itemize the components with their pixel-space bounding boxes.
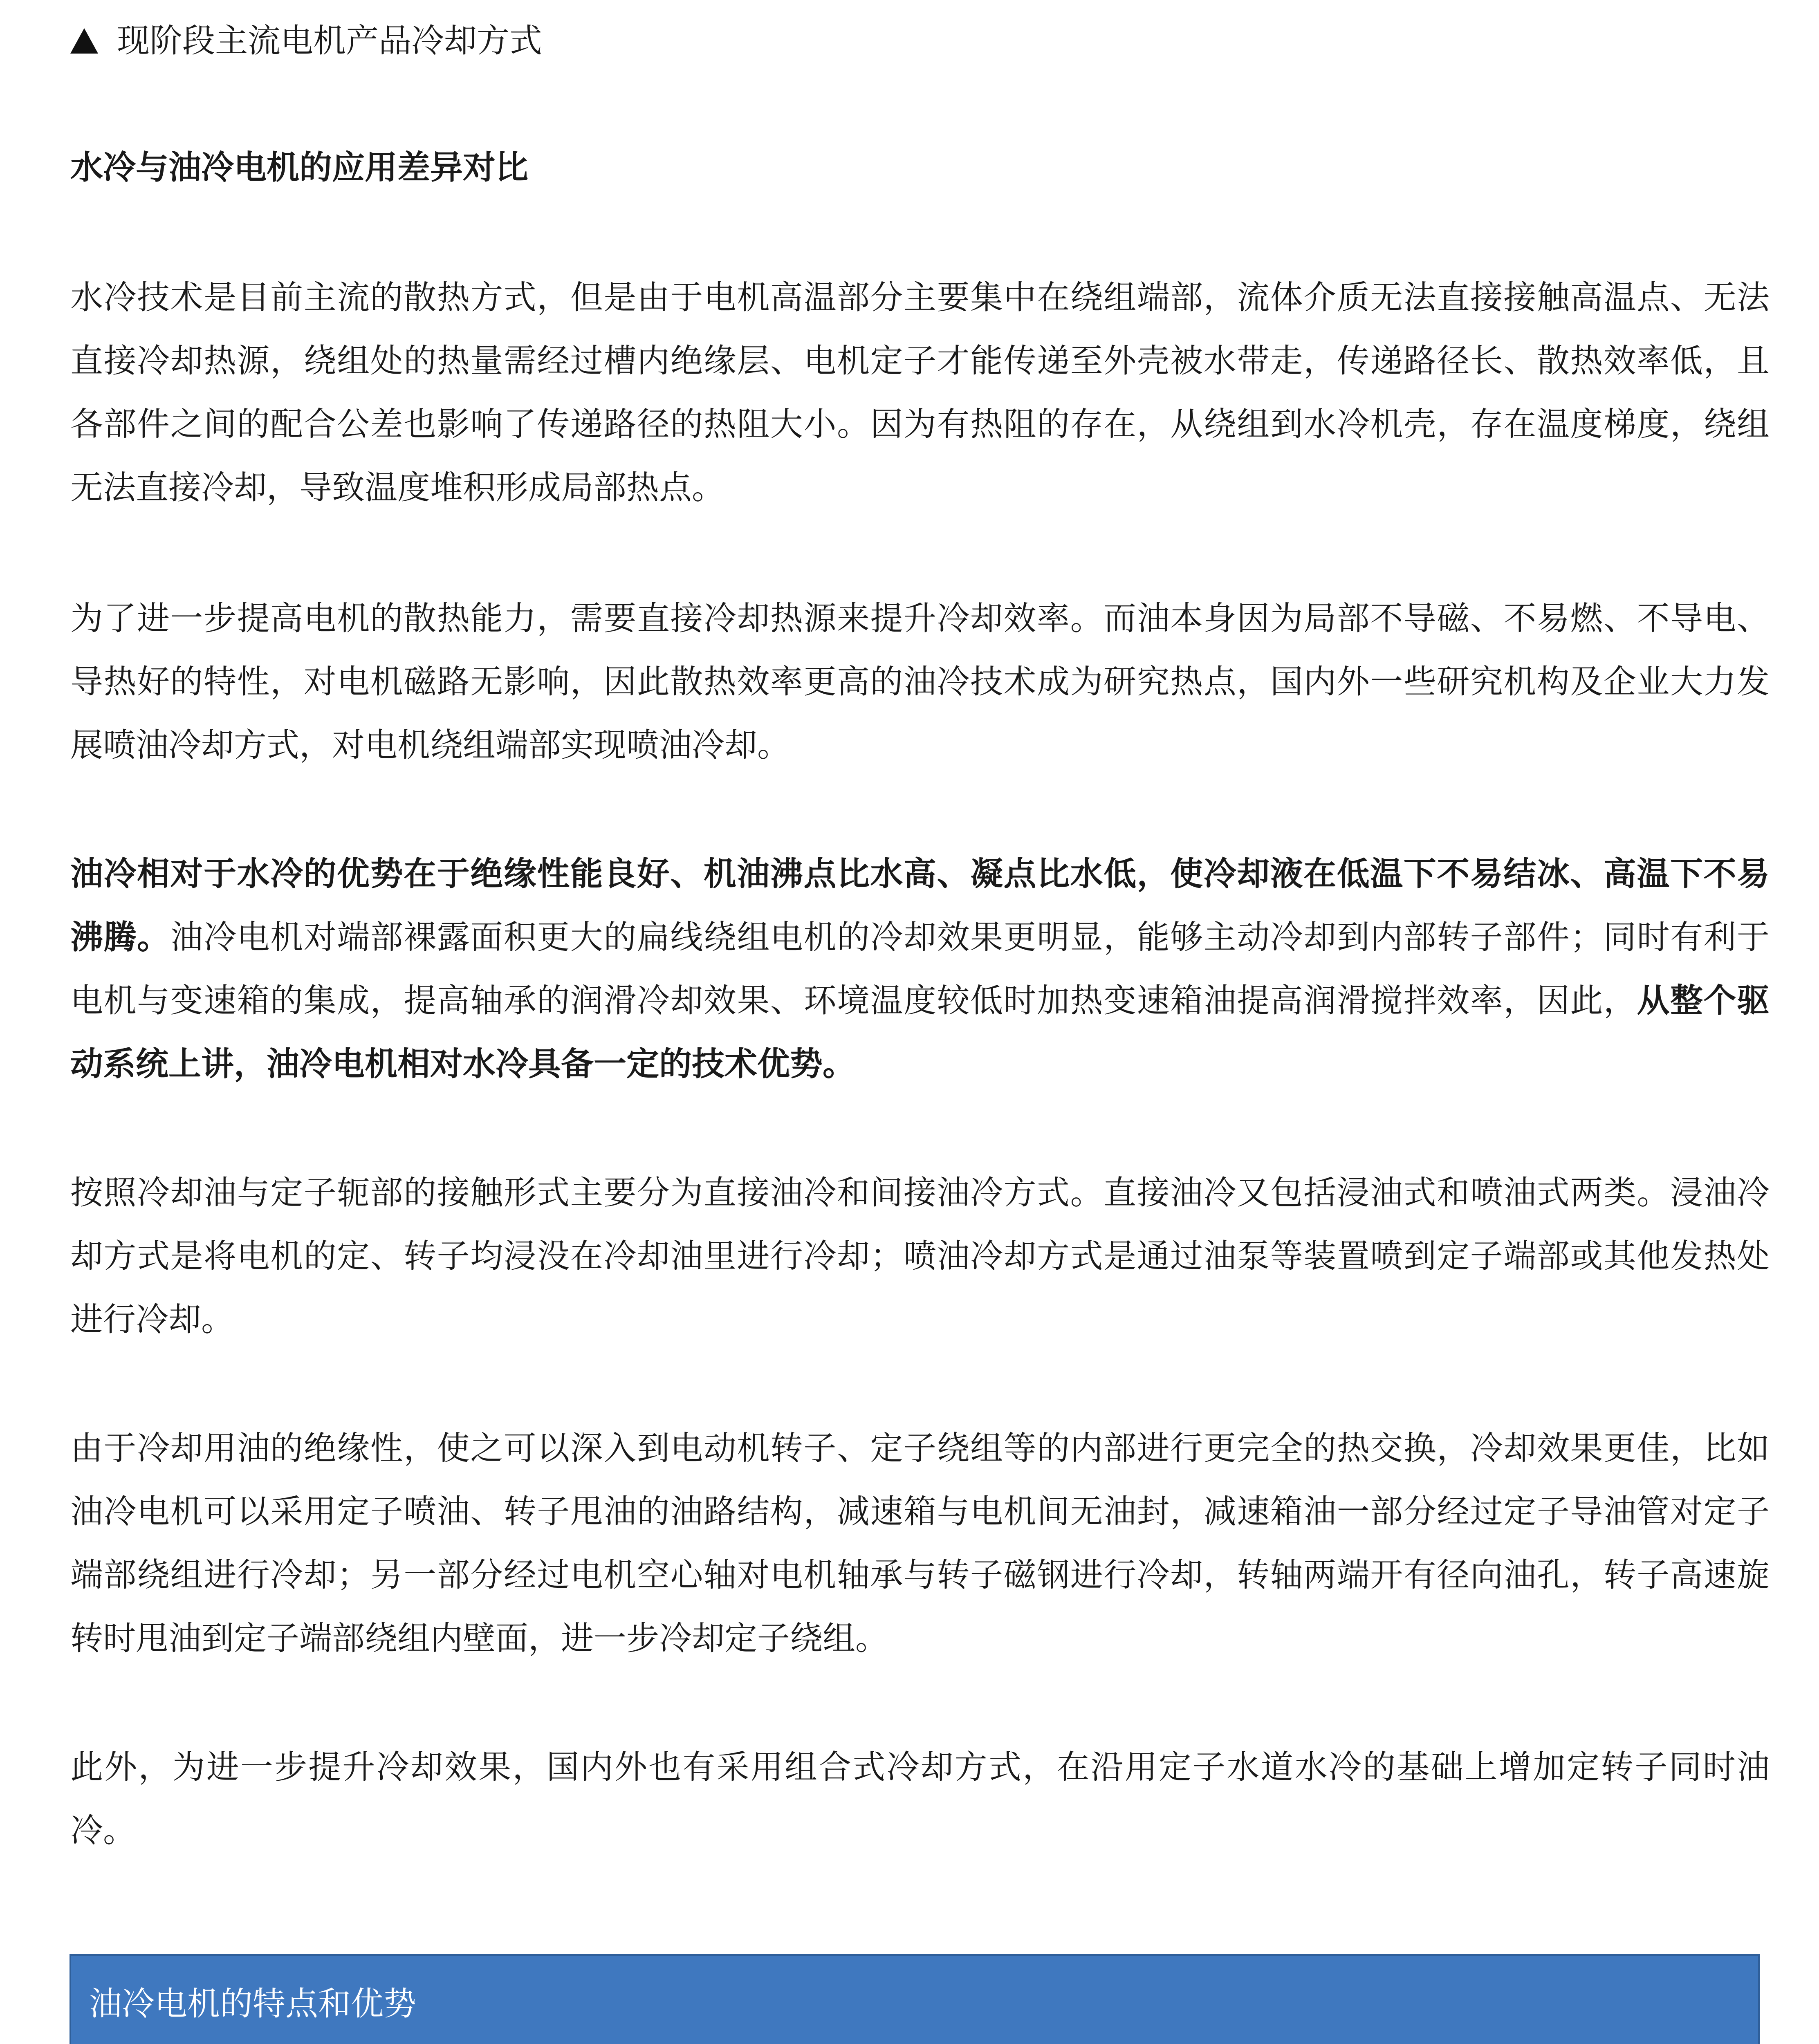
table-title: 油冷电机的特点和优势: [70, 1955, 1759, 2044]
advantage-bold-text: 油冷相对于水冷的优势在于绝缘性能良好、机油沸点比水高、凝点比水低，使冷却液在低温下不易结冰、高温下不易沸腾。: [70, 855, 1770, 956]
advantage-conclusion-text: 从整个驱动系统上讲，油冷电机相对水冷具备一定的技术优势。: [70, 982, 1770, 1083]
advantage-body-text: 油冷电机对端部裸露面积更大的扁线绕组电机的冷却效果更明显，能够主动冷却到内部转子部件；同时有利于电机与变速箱的集成，提高轴承的润滑冷却效果、环境温度较低时加热变速箱油提高润滑搅拌效率，因此，: [70, 918, 1770, 1020]
table-header-row: [70, 1955, 1759, 2044]
paragraph-oil-advantages: [70, 842, 1770, 1096]
paragraph-contact-forms: 按照冷却油与定子轭部的接触形式主要分为直接油冷和间接油冷方式。直接油冷又包括浸油式和喷油式两类。浸油冷却方式是将电机的定、转子均浸没在冷却油里进行冷却；喷油冷却方式是通过油泵等装置喷到定子端部或其他发热处进行冷却。: [70, 1174, 1770, 1338]
figure-caption: [70, 16, 542, 65]
oil-motor-spec-table: [70, 1954, 1760, 2044]
paragraph-combined-cooling: 此外，为进一步提升冷却效果，国内外也有采用组合式冷却方式，在沿用定子水道水冷的基础上增加定转子同时油冷。: [70, 1748, 1770, 1849]
figure-caption-text: 现阶段主流电机产品冷却方式: [117, 22, 542, 60]
paragraph-water-cooling: 水冷技术是目前主流的散热方式，但是由于电机高温部分主要集中在绕组端部，流体介质无法直接接触高温点、无法直接冷却热源，绕组处的热量需经过槽内绝缘层、电机定子才能传递至外壳被水带走，传递路径长、散热效率低，且各部件之间的配合公差也影响了传递路径的热阻大小。因为有热阻的存在，从绕组到水冷机壳，存在温度梯度，绕组无法直接冷却，导致温度堆积形成局部热点。: [70, 278, 1770, 507]
section-heading: 水冷与油冷电机的应用差异对比: [70, 148, 528, 186]
triangle-up-icon: [70, 28, 98, 54]
paragraph-oil-cooling-intro: 为了进一步提高电机的散热能力，需要直接冷却热源来提升冷却效率。而油本身因为局部不导磁、不易燃、不导电、导热好的特性，对电机磁路无影响，因此散热效率更高的油冷技术成为研究热点，国内外一些研究机构及企业大力发展喷油冷却方式，对电机绕组端部实现喷油冷却。: [70, 599, 1770, 764]
paragraph-insulation: 由于冷却用油的绝缘性，使之可以深入到电动机转子、定子绕组等的内部进行更完全的热交换，冷却效果更佳，比如油冷电机可以采用定子喷油、转子甩油的油路结构，减速箱与电机间无油封，减速箱油一部分经过定子导油管对定子端部绕组进行冷却；另一部分经过电机空心轴对电机轴承与转子磁钢进行冷却，转轴两端开有径向油孔，转子高速旋转时甩油到定子端部绕组内壁面，进一步冷却定子绕组。: [70, 1429, 1770, 1657]
